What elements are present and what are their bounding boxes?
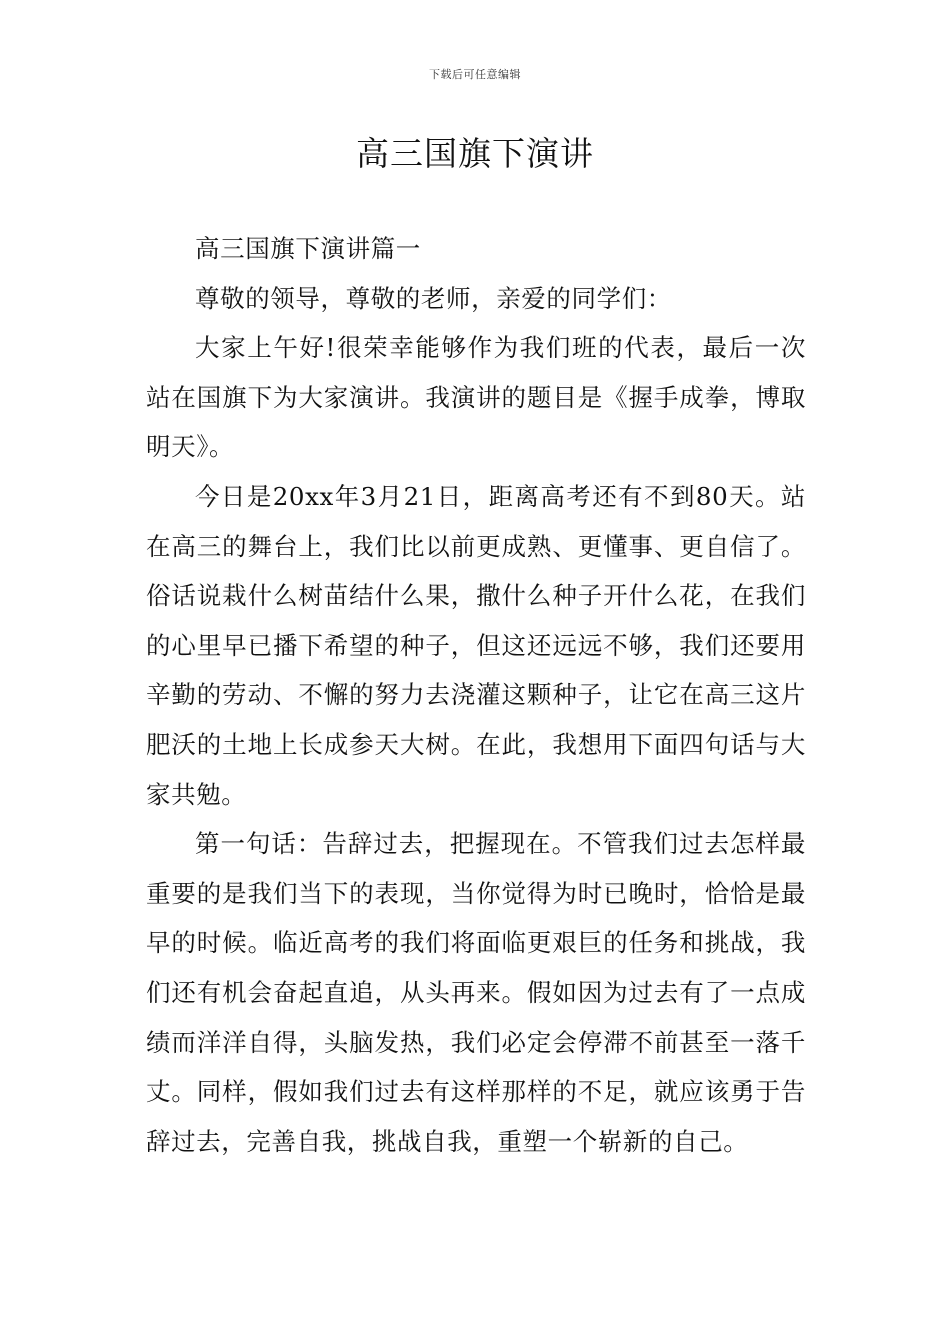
section-heading: 高三国旗下演讲篇一	[195, 234, 421, 263]
document-title: 高三国旗下演讲	[356, 134, 594, 173]
salutation-paragraph: 尊敬的领导，尊敬的老师，亲爱的同学们：	[195, 283, 672, 313]
body-paragraph: 第一句话：告辞过去，把握现在。不管我们过去怎样最重要的是我们当下的表现，当你觉得为时已晚时，恰恰是最早的时候。临近高考的我们将面临更艰巨的任务和挑战，我们还有机会奋起直追，从头再来。假如因为过去有了一点成绩而洋洋自得，头脑发热，我们必定会停滞不前甚至一落千丈。同样，假如我们过去有这样那样的不足，就应该勇于告辞过去，完善自我，挑战自我，重塑一个崭新的自己。	[146, 829, 806, 1156]
body-paragraph: 大家上午好!很荣幸能够作为我们班的代表，最后一次站在国旗下为大家演讲。我演讲的题目是《握手成拳，博取明天》。	[146, 333, 806, 462]
body-paragraph: 今日是20xx年3月21日，距离高考还有不到80天。站在高三的舞台上，我们比以前更成熟、更懂事、更自信了。俗话说栽什么树苗结什么果，撒什么种子开什么花，在我们的心里早已播下希望的种子，但这还远远不够，我们还要用辛勤的劳动、不懈的努力去浇灌这颗种子，让它在高三这片肥沃的土地上长成参天大树。在此，我想用下面四句话与大家共勉。	[146, 481, 806, 809]
document-body	[146, 224, 806, 1166]
header-note: 下载后可任意编辑	[429, 68, 521, 81]
